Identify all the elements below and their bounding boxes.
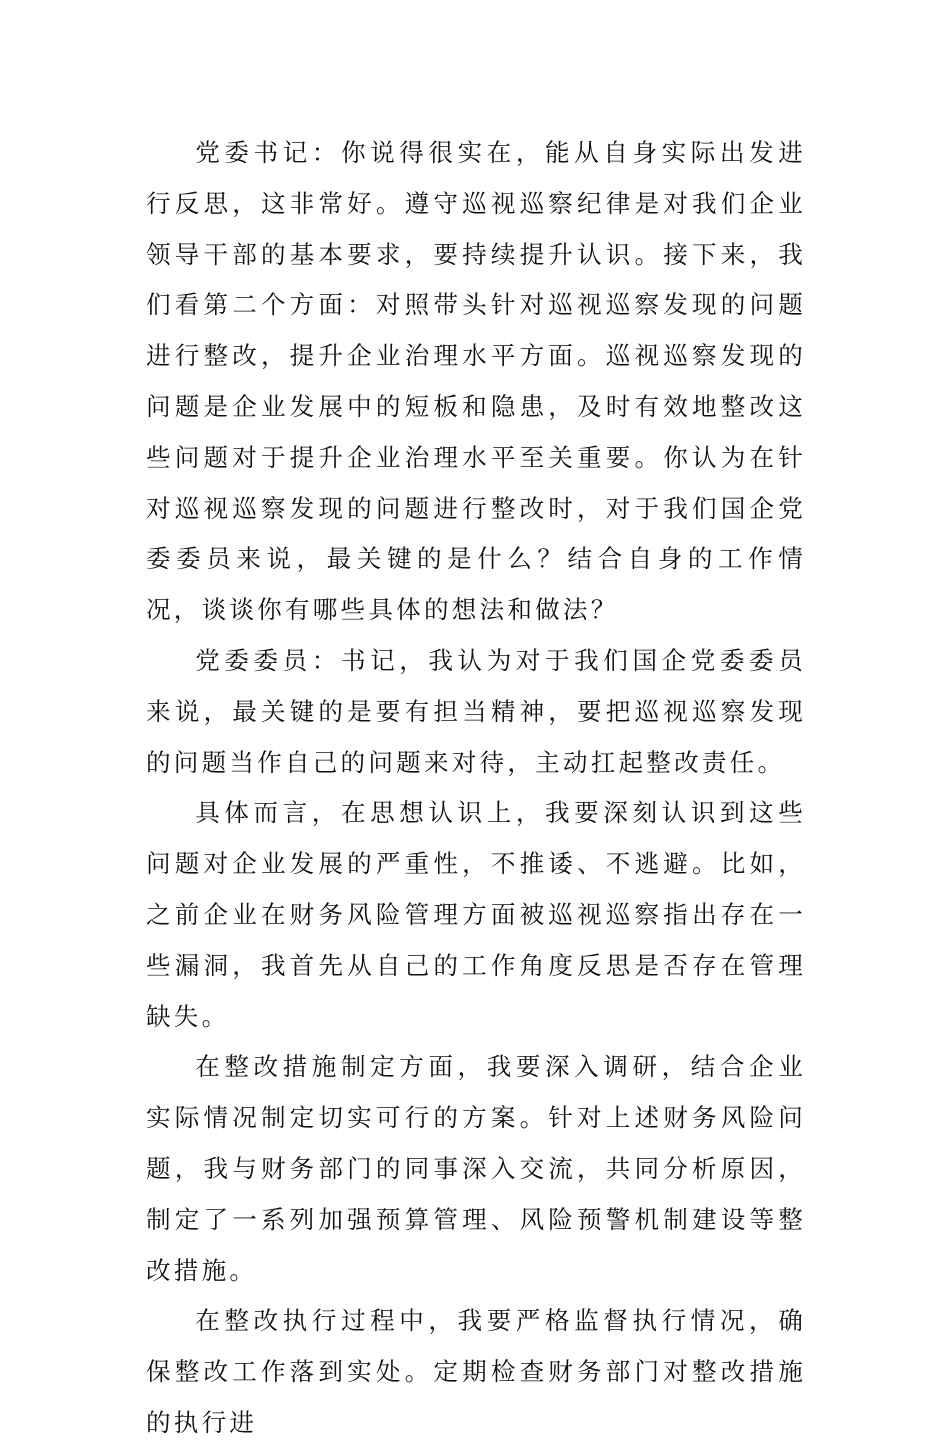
paragraph-rectification-execution: 在整改执行过程中，我要严格监督执行情况，确保整改工作落到实处。定期检查财务部门对整改措施的执行进 xyxy=(146,1306,806,1437)
paragraph-ideological-understanding: 具体而言，在思想认识上，我要深刻认识到这些问题对企业发展的严重性，不推诿、不逃避。比如，之前企业在财务风险管理方面被巡视巡察指出存在一些漏洞，我首先从自己的工作角度反思是否存在管理缺失。 xyxy=(146,798,806,1031)
document-body xyxy=(146,128,806,1449)
paragraph-member-answer: 党委委员：书记，我认为对于我们国企党委委员来说，最关键的是要有担当精神，要把巡视巡察发现的问题当作自己的问题来对待，主动扛起整改责任。 xyxy=(146,645,806,777)
paragraph-secretary-question: 党委书记：你说得很实在，能从自身实际出发进行反思，这非常好。遵守巡视巡察纪律是对我们企业领导干部的基本要求，要持续提升认识。接下来，我们看第二个方面：对照带头针对巡视巡察发现的问题进行整改，提升企业治理水平方面。巡视巡察发现的问题是企业发展中的短板和隐患，及时有效地整改这些问题对于提升企业治理水平至关重要。你认为在针对巡视巡察发现的问题进行整改时，对于我们国企党委委员来说，最关键的是什么？结合自身的工作情况，谈谈你有哪些具体的想法和做法？ xyxy=(146,138,806,625)
paragraph-rectification-measures: 在整改措施制定方面，我要深入调研，结合企业实际情况制定切实可行的方案。针对上述财务风险问题，我与财务部门的同事深入交流，共同分析原因，制定了一系列加强预算管理、风险预警机制建设等整改措施。 xyxy=(146,1052,806,1285)
